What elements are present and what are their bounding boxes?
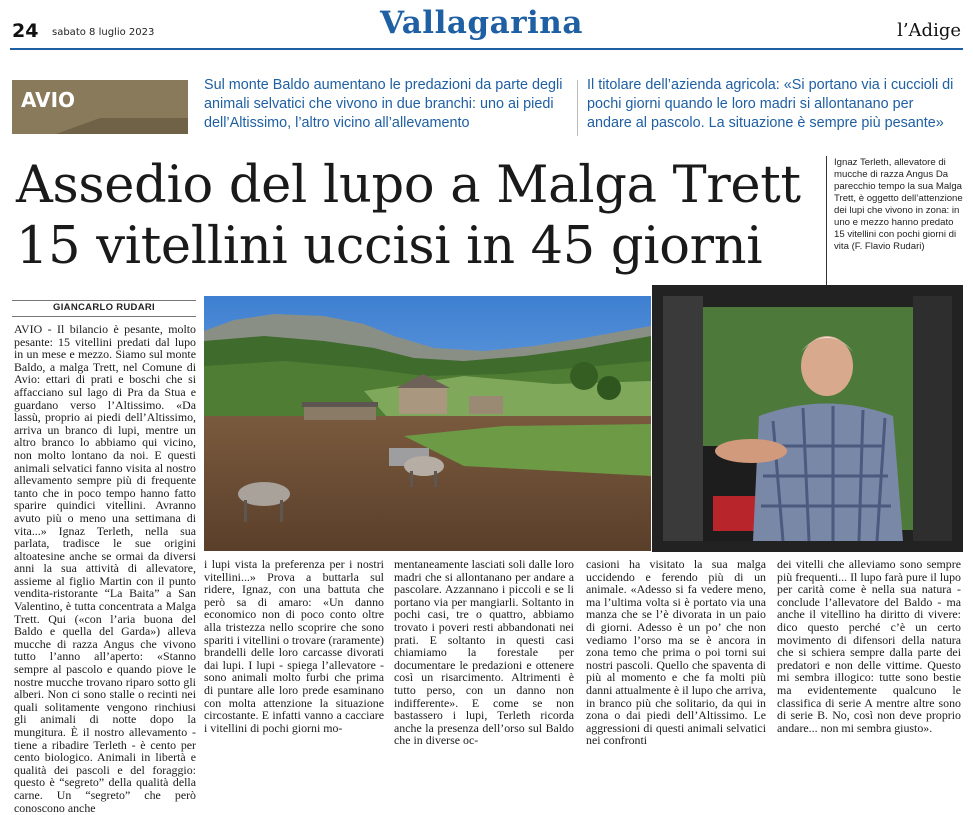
summary-right: Il titolare dell’azienda agricola: «Si portano via i cuccioli di pochi giorni quando le loro madri si allontanano per andare al pascolo. La situazione è sempre più pesante» [587, 77, 954, 131]
newspaper-masthead: l’Adige [897, 20, 961, 41]
byline-rule-bottom [12, 316, 196, 317]
photo-caption: Ignaz Terleth, allevatore di mucche di razza Angus Da parecchio tempo la sua Malga Trett, è oggetto dell’attenzione dei lupi che vivono in zona: in uno e mezzo hanno predato 15 vitellini con pochi giorni di vita (F. Flavio Rudari) [834, 157, 963, 252]
byline: GIANCARLO RUDARI [53, 302, 155, 313]
summary-left: Sul monte Baldo aumentano le predazioni da parte degli animali selvatici che vivono in due branchi: uno ai piedi dell’Altissimo, l’altro vicino all’allevamento [204, 77, 563, 131]
portrait-illustration [663, 296, 952, 541]
headline-line-1: Assedio del lupo a Malga Trett [16, 156, 801, 215]
mountain-pasture-photo [204, 296, 651, 551]
body-column-2: i lupi vista la preferenza per i nostri vitellini...» Prova a buttarla sul ridere, Ignaz, con una battuta che però sa di amaro: «Un danno economico non di poco conto oltre alla tristezza nello scoprire che sono spariti i vitellini o trovare (raramente) brandelli delle loro carcasse divorati dai lupi. I lupi - spiega l’allevatore - sono animali molto furbi che prima di puntare alle loro prede esaminano con molta attenzione la situazione circostante. E infatti vanno a cacciare i vitellini di pochi giorni mo- [204, 557, 384, 735]
summary-divider [577, 80, 578, 136]
body-column-3: mentaneamente lasciati soli dalle loro madri che si allontanano per andare a pascolare. Azzannano i piccoli e se li portano via per mangiarli. Soltanto in pochi casi, tre o quattro, abbiamo trovato i poveri resti abbandonati nei prati. E soltanto in questi casi chiamiamo la forestale per documentare le predazioni e ottenere così un risarcimento. Altrimenti è tutto perso, con un danno non indifferente». E come se non bastassero i lupi, Terleth ricorda anche la presenza dell’orso sul Baldo che in diverse oc- [394, 557, 574, 748]
farmer-tractor-photo [663, 296, 952, 541]
page-header [0, 0, 973, 56]
headline-line-2: 15 vitellini uccisi in 45 giorni [16, 217, 763, 276]
location-kicker [12, 80, 188, 134]
body-column-4: casioni ha visitato la sua malga uccidendo e ferendo più di un animale. «Adesso si fa vedere meno, ma l’ultima volta si è portato via una manza che se l’è divorata in un paio di giorni. Adesso è un po’ che non vediamo l’orso ma se è ancora in zona temo che prima o poi torni sui nostri pascoli. Quello che spaventa di più al momento e che fa molti più danni attualmente è il lupo che arriva, in branco più che solitario, da qui in zona o dai piedi dell’Altissimo. Le aggressioni di questi animali selvatici nei confronti [586, 557, 766, 748]
header-divider [10, 48, 963, 50]
page-number: 24 [12, 20, 39, 42]
section-title: Vallagarina [380, 5, 583, 41]
body-column-1: AVIO - Il bilancio è pesante, molto pesante: 15 vitellini predati dal lupo in un mese e mezzo. Siamo sul monte Baldo, a malga Trett, nel Comune di Avio: ettari di prati e boschi che si affacciano sul lago di Pra da Stua e guardano verso l’Altissimo. «Da lassù, proprio ai piedi dell’Altissimo, arriva un branco di lupi, mentre un altro branco lo abbiamo qui vicino, non molto lontano da noi. E questi animali selvatici fanno visita al nostro allevamento sempre più di frequente tanto che in poco tempo hanno fatto sparire quindici vitellini. Avranno avuto più o meno una settimana di vita...» Ignaz Terleth, nella sua parlata, tradisce le sue origini altoatesine anche se ormai da diversi anni la sua attività di allevatore, assieme al figlio Martin con il punto vendita-ristorante “La Baita” a San Valentino, è tutta concentrata a Malga Trett. Qui («con l’aria buona del Baldo e quella del Garda») alleva mucche di razza Angus che vivono tutto l’anno all’aperto: «Stanno sempre al pascolo e quando piove le nostre mucche trovano riparo sotto gli alberi. Non ci sono stalle o recinti nei quali solitamente vengono rinchiusi gli animali di notte dopo la mungitura. È il nostro allevamento - tiene a ribadire Terleth - è cento per cento biologico. Animali in libertà e qualità dei pascoli e del foraggio: questo è “segreto” della qualità della carne. Un “segreto” che però conoscono anche [14, 322, 196, 815]
kicker-label: AVIO [21, 88, 76, 112]
landscape-illustration [204, 296, 651, 551]
byline-rule-top [12, 300, 196, 301]
article-headline [16, 155, 816, 277]
body-column-5: dei vitelli che alleviamo sono sempre più frequenti... Il lupo farà pure il lupo per carità come è nella sua natura - conclude l’allevatore del Baldo - ma anche il vitellino ha diritto di vivere: dico questo perché c’è un certo movimento di difensori della natura che si schiera sempre dalla parte dei predatori e non delle vittime. Questo mi sembra illogico: tutte sono bestie ma evidentemente qualcuno le classifica di serie A mentre altre sono di serie B. No, così non deve proprio andare... non mi sembra giusto». [777, 557, 961, 735]
issue-date: sabato 8 luglio 2023 [52, 27, 155, 38]
caption-divider [826, 156, 827, 296]
